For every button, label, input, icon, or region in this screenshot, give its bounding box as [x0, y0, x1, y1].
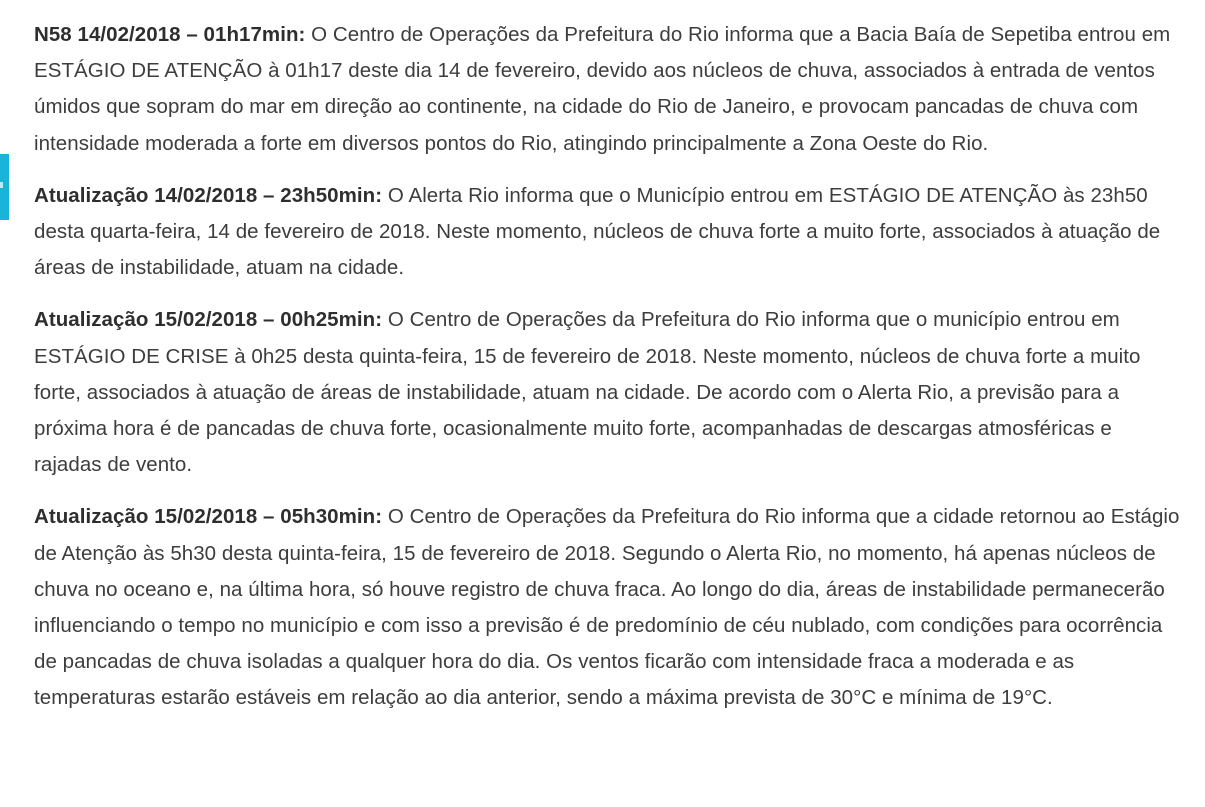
update-heading: Atualização 14/02/2018 – 23h50min: — [34, 183, 383, 207]
update-paragraph-2 — [34, 178, 1184, 287]
update-heading: N58 14/02/2018 – 01h17min: — [34, 23, 306, 46]
update-paragraph-4 — [34, 499, 1184, 716]
update-body: O Alerta Rio informa que o Município entrou em ESTÁGIO DE ATENÇÃO às 23h50 desta quarta-feira, 14 de fevereiro de 2018. Neste momento, núcleos de chuva forte a muito forte, associados à atuação de áreas de instabilidade, atuam na cidade. — [34, 183, 1161, 280]
side-feedback-tab[interactable] — [0, 154, 9, 220]
update-heading: Atualização 15/02/2018 – 00h25min: — [34, 308, 383, 332]
side-tab-arrow-icon — [0, 182, 3, 188]
update-body: O Centro de Operações da Prefeitura do Rio informa que o município entrou em ESTÁGIO DE CRISE à 0h25 desta quinta-feira, 15 de fevereiro de 2018. Neste momento, núcleos de chuva forte a muito forte, associados à atuação de áreas de instabilidade, atuam na cidade. De acordo com o Alerta Rio, a previsão para a próxima hora é de pancadas de chuva forte, ocasionalmente muito forte, acompanhadas de descargas atmosféricas e rajadas de vento. — [34, 308, 1141, 477]
update-body: O Centro de Operações da Prefeitura do Rio informa que a Bacia Baía de Sepetiba entrou em ESTÁGIO DE ATENÇÃO à 01h17 deste dia 14 de fevereiro, devido aos núcleos de chuva, associados à entrada de ventos úmidos que sopram do mar em direção ao continente, na cidade do Rio de Janeiro, e provocam pancadas de chuva com intensidade moderada a forte em diversos pontos do Rio, atingindo principalmente a Zona Oeste do Rio. — [34, 23, 1171, 155]
update-body: O Centro de Operações da Prefeitura do Rio informa que a cidade retornou ao Estágio de Atenção às 5h30 desta quinta-feira, 15 de fevereiro de 2018. Segundo o Alerta Rio, no momento, há apenas núcleos de chuva no oceano e, na última hora, só houve registro de chuva fraca. Ao longo do dia, áreas de instabilidade permanecerão influenciando o tempo no município e com isso a previsão é de predomínio de céu nublado, com condições para ocorrência de pancadas de chuva isoladas a qualquer hora do dia. Os ventos ficarão com intensidade fraca a moderada e as temperaturas estarão estáveis em relação ao dia anterior, sendo a máxima prevista de 30°C e mínima de 19°C. — [34, 505, 1180, 710]
update-paragraph-1 — [34, 17, 1184, 162]
update-heading: Atualização 15/02/2018 – 05h30min: — [34, 505, 383, 529]
update-paragraph-3 — [34, 302, 1184, 483]
article-content — [34, 17, 1184, 733]
